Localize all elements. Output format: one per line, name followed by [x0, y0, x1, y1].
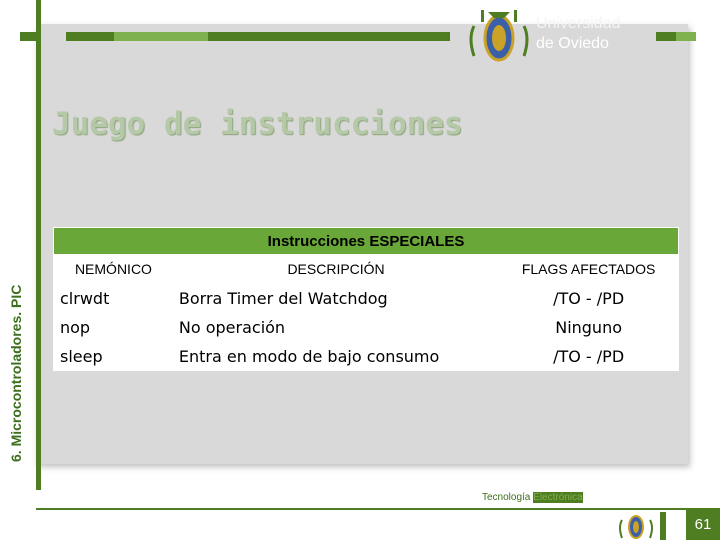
footer-label [482, 492, 583, 503]
page-number: 61 [686, 510, 720, 540]
footer-rule [36, 508, 720, 510]
university-crest-icon [464, 6, 534, 66]
table-caption: Instrucciones ESPECIALES [54, 228, 679, 255]
top-stripe [208, 32, 450, 41]
cell-mnemonic: nop [54, 313, 174, 342]
cell-description: Borra Timer del Watchdog [173, 284, 498, 313]
cell-mnemonic: clrwdt [54, 284, 174, 313]
footer-label-part2: Electrónica [533, 492, 583, 503]
cell-flags: /TO - /PD [499, 342, 679, 371]
university-line-2: de Oviedo [536, 35, 609, 52]
university-line-1: Universidad [536, 15, 621, 32]
top-stripe [66, 32, 114, 41]
table-row [54, 342, 679, 371]
university-name [536, 14, 656, 54]
table-row [54, 313, 679, 342]
top-stripe [114, 32, 208, 41]
table-row [54, 284, 679, 313]
cell-mnemonic: sleep [54, 342, 174, 371]
top-stripe [656, 32, 676, 41]
instructions-table [53, 227, 679, 371]
column-header-nemonico: NEMÓNICO [54, 255, 174, 284]
top-stripe [20, 32, 36, 41]
footer-crest-icon [616, 512, 656, 540]
section-vertical-title: 6. Microcontroladores. PIC [8, 284, 24, 462]
footer-accent-bar [660, 512, 666, 540]
left-vertical-rule [36, 0, 41, 490]
column-header-flags: FLAGS AFECTADOS [499, 255, 679, 284]
slide-title: Juego de instrucciones [52, 106, 463, 142]
cell-description: No operación [173, 313, 498, 342]
top-stripe [676, 32, 696, 41]
cell-flags: /TO - /PD [499, 284, 679, 313]
column-header-descripcion: DESCRIPCIÓN [173, 255, 498, 284]
cell-flags: Ninguno [499, 313, 679, 342]
cell-description: Entra en modo de bajo consumo [173, 342, 498, 371]
footer-label-part1: Tecnología [482, 492, 534, 503]
